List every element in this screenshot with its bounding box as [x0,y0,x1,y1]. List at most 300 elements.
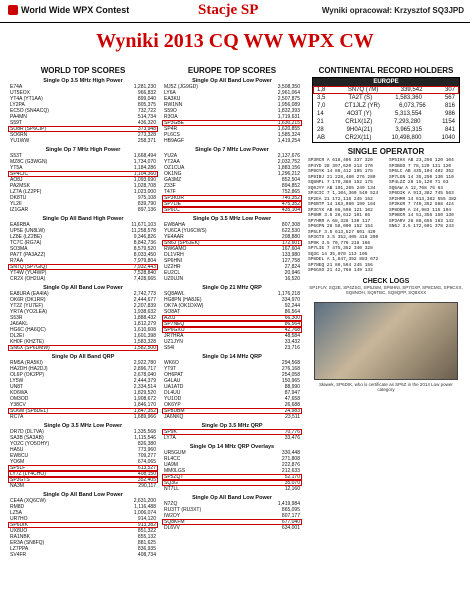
score: 1,610,608 [133,327,156,333]
photo-caption: Sławek, SP6DIK, who is certificate as SP6Z in the 2014 Low power category [319,381,453,392]
callsign: TC7C (RG7A) [10,240,42,246]
top-bar [0,0,470,23]
score: 33,476 [284,435,300,441]
score: 807,308 [281,222,300,228]
score: 1,832,393 [277,108,300,114]
world-top-scores-column [8,64,158,558]
callsign: Z33F [164,183,176,189]
score: 42,768 [284,327,300,333]
record-cell: 3,965,315 [395,127,423,133]
callsign: UA9M [164,462,178,468]
score: 805,375 [137,102,156,108]
score: 435,104 [281,207,300,213]
check-logs-title: CHECK LOGS [362,277,410,285]
callsign: KD6WA [10,390,28,396]
callsign: MM0LGS [164,468,186,474]
score: 1,888,432 [133,315,156,321]
callsign: LY5W [10,378,24,384]
score: 35,070 [284,480,300,486]
score: 2,207,839 [133,303,156,309]
callsign: UZ0UJN [164,276,184,282]
callsign: SP6GXO [164,327,185,333]
record-row [313,110,459,118]
callsign: AO8J [10,177,23,183]
score: 1,176,218 [277,291,300,297]
record-cell: 9H0A(21) [346,127,373,133]
record-row [313,134,459,142]
single-operator-row: SP3RCR A 618,405 337 320 [308,158,373,163]
callsign: SO8AT [164,309,181,315]
single-operator-row: SP8DBM A 24,983 115 104 [389,207,452,213]
callsign: SP3GTS [10,477,30,483]
record-cell: 339,542 [400,87,423,93]
score: 254,058 [281,372,300,378]
score: 852,504 [281,177,300,183]
page-title: Wyniki 2013 CQ WW WPX CW [96,30,374,52]
score: 88,990 [284,384,300,390]
callsign: CE4A (XQ6CW) [10,498,46,504]
score-row [8,207,158,213]
callsign: PL6CS [164,132,180,138]
score: 2,137,676 [277,153,300,159]
callsign: YT2Z (YU7EF) [10,303,44,309]
score: 881,625 [137,540,156,546]
score: 212,633 [281,468,300,474]
score: 7,528,840 [133,270,156,276]
record-row [313,94,459,102]
single-operator-row: SQ9JYY AB 101,205 249 134 [308,185,376,191]
callsign: IZ1GAR [10,207,29,213]
score: 2,444,677 [133,297,156,303]
callsign: NT7LL [164,486,180,492]
callsign: S54I [164,345,175,351]
callsign: S53T [10,153,22,159]
callsign: YU1WW [10,138,30,144]
score: 373,948 [137,126,156,132]
category-title: Single Op All Band Low Power [192,495,272,501]
score: 86,564 [284,321,300,327]
score-row [8,483,158,489]
score: 271,808 [281,456,300,462]
score-row [162,207,302,213]
callsign: NA3M [10,483,24,489]
callsign: LZ7PPA [10,546,29,552]
score: 514,734 [137,114,156,120]
callsign: A20J [164,315,176,321]
europe-top-scores-column [162,64,302,531]
score: 1,335,568 [133,429,156,435]
callsign: DL4UU [164,390,181,396]
record-row [313,86,459,94]
score: 1,847,352 [133,408,156,414]
score: 334,970 [281,297,300,303]
callsign: UA1ATD [164,384,184,390]
callsign: RW6AMO [164,246,187,252]
record-cell: 816 [444,103,455,109]
score: 92,244 [284,303,300,309]
record-cell: CR2X(11) [345,135,372,141]
score-row [162,345,302,351]
callsign: HB9AGF [164,138,185,144]
score: 8,842,736 [133,240,156,246]
callsign: SP4CIC [10,171,29,177]
score: 807,177 [281,513,300,519]
score: 7,428,665 [133,276,156,282]
record-row [313,126,459,134]
record-cell: 28 [317,127,324,133]
score: 836,935 [137,546,156,552]
callsign: OL6P (OK2PP) [10,372,45,378]
score: 70,776 [284,429,300,435]
callsign: ER3A (SN8FQ) [10,540,45,546]
callsign: S53R [10,315,23,321]
single-operator-row: SP7NEQ 21 86,564 245 156 [308,262,373,268]
score-row [8,138,158,144]
callsign: LY2PA [10,102,25,108]
single-operator-row: SP6GPN 28 58,000 152 154 [308,224,373,229]
score-row [8,552,158,558]
callsign: PA4MN [10,114,27,120]
score: 740,352 [281,195,300,201]
record-cell: 5,313,554 [394,111,422,117]
record-cell: CR1X(1Z) [345,119,373,125]
callsign: OM3OD [10,396,29,402]
score: 8,579,520 [133,246,156,252]
callsign: RA1NBK [10,534,31,540]
callsign: LY7A [164,435,176,441]
wpx-logo-icon [8,5,18,15]
single-operator-row: SP9K 3.5 70,776 218 166 [308,240,371,246]
score: 1,883,156 [277,165,300,171]
callsign: RC7A [10,414,24,420]
score: 16,520 [284,276,300,282]
single-operator-row: SP5IHX AB 23,256 120 104 [389,158,454,163]
score: 1,812,279 [133,321,156,327]
callsign: OK6R (OK1RR) [10,297,46,303]
callsign: SN6J (SP6JEK) [164,240,200,246]
score: 1,956,089 [277,102,300,108]
callsign: R3OA [164,114,178,120]
single-operator-row: SQ3G 14 35,070 113 105 [308,251,368,257]
single-operator-row: SP8DEL A 1,847,352 883 672 [308,257,379,262]
score: 2,896,717 [133,366,156,372]
callsign: YU1OD [164,396,182,402]
brand-text: World Wide WPX Contest [21,5,130,15]
score: 1,585,324 [277,132,300,138]
score-row [8,345,158,351]
single-operator-row: SP6LC AB 435,104 402 352 [389,169,454,174]
score: 613,527 [137,465,156,471]
single-operator-row: SN6J 3.5 172,601 378 243 [389,224,454,229]
score: 408,734 [137,552,156,558]
check-logs-list: SP1FUY, SQ2E, SP4ZSG, SP5JSM, SP6HNI, SP7GXP, SP8CMG, SP9CXX, SQ8NOH, SQ9TBC, SQ9QPP, SQ8XXX [309,284,463,295]
score: 851,322 [137,528,156,534]
category-title: Single Op 3.5 MHz Low Power [43,423,123,429]
record-cell: 1,583,360 [395,95,422,101]
record-cell: 7,293,280 [393,119,421,125]
single-operator-row: SP4YD 28 397,620 213 170 [308,163,373,169]
records-subtitle: EUROPE [313,78,459,86]
score: 24,983 [284,408,300,414]
score: 1,184,286 [133,165,156,171]
score: 677,040 [281,519,300,525]
score: 7,979,804 [133,258,156,264]
record-cell: 841 [444,127,455,133]
category-title: Single Op 3.5 MHz Low Power [192,216,272,222]
score-row [162,138,302,144]
score-row [8,276,158,282]
callsign: EA8URA (EA4IA) [10,291,49,297]
score: 23,511 [285,414,300,420]
score: 1,296,212 [277,171,300,177]
score: 914,120 [137,516,156,522]
callsign: YT9T [164,366,177,372]
score: 87,947 [284,390,300,396]
single-operator-row: SP6DIK A 913,382 745 563 [389,191,454,196]
score: 7,932,443 [133,264,156,270]
callsign: JA6NKQ [164,414,184,420]
score: 913,382 [137,522,156,528]
score: 2,507,875 [277,96,300,102]
callsign: EU2CL [164,270,181,276]
callsign: EA6RBA [10,222,30,228]
callsign: SO8R (SP6CIP) [10,126,47,132]
callsign: DL6VV [164,525,180,531]
category-title: Single Op All Band Low Power [192,78,272,84]
score: 2,922,780 [133,360,156,366]
score: 127,758 [281,258,300,264]
category-title: Single Op All Band Low Power [43,285,123,291]
callsign: UZ1JYN [164,339,183,345]
callsign: S59O [164,108,177,114]
callsign: S59T [10,120,22,126]
callsign: SP7LIE [164,201,181,207]
score: 12,160 [284,486,300,492]
callsign: UR7HO [10,516,28,522]
single-operator-row: SP6GXO 21 42,768 149 132 [308,268,373,273]
score: 330,448 [281,450,300,456]
score: 1,630,215 [277,120,300,126]
callsign: SQ8AWL [164,291,185,297]
callsign: SP6DIK [10,522,28,528]
callsign: YT4A (YT1AA) [10,96,43,102]
single-operator-row: SP2HMR 14 613,382 555 382 [389,196,457,202]
callsign: LZ5A [10,510,22,516]
single-operator-row: SP2EA 21 172,116 245 152 [308,196,373,202]
score-row [162,276,302,282]
header-author: Wyniki opracował: Krzysztof SQ3JPD [321,6,464,15]
score: 8,033,450 [133,252,156,258]
score-row [162,525,302,531]
continental-records-table [312,77,460,143]
category-title: Single Op All Band Low Power [43,492,123,498]
callsign: SP6HNI [164,258,183,264]
score: 1,829,520 [133,390,156,396]
callsign: SP9K [164,429,177,435]
callsign: SN6X (SP6DMW) [10,345,50,351]
contest-brand [8,5,129,15]
score: 20,946 [284,270,300,276]
score: 436,320 [137,120,156,126]
record-cell: 986 [444,111,455,117]
callsign: OK7A (OK1DXW) [164,303,204,309]
single-operator-row: SP7LIE 7 475,352 340 328 [308,246,373,251]
score: 294,568 [281,360,300,366]
score-row [162,435,302,441]
score: 1,006,074 [133,510,156,516]
score: 1,582,500 [133,345,156,351]
score: 773,960 [137,447,156,453]
single-operator-left [308,158,383,274]
callsign: HG6C (HA6QC) [10,327,46,333]
callsign: EA3KU [164,96,181,102]
score: 33,432 [284,339,300,345]
score: 839,790 [137,201,156,207]
callsign: UZ2HR [164,264,181,270]
category-title: Single Op 3.5 MHz QRP [201,423,263,429]
score: 975,108 [137,195,156,201]
score: 709,277 [137,453,156,459]
single-operator-row: SP8GYK 14 86,412 195 175 [308,169,373,174]
callsign: KH0F (KHZTE) [10,339,44,345]
score-row [162,486,302,492]
record-row [313,102,459,110]
score: 26,688 [284,402,300,408]
score: 1,419,984 [277,501,300,507]
record-cell: TA2T (S) [348,95,373,101]
score: 1,938,632 [133,309,156,315]
callsign: SP6LC [164,207,180,213]
callsign: IW2OY [164,513,181,519]
callsign: YT2AA [164,159,180,165]
callsign: RM8D [10,504,25,510]
single-operator-row: SP3CYX AB 68,598 121 102 [308,207,373,213]
single-operator-row: SP4CIC 7 1,104,360 540 524 [308,191,379,196]
score: 273,328 [137,132,156,138]
score: 1,908,672 [133,396,156,402]
callsign: SO6M (SP8DEL) [10,408,49,414]
single-operator-row: SP4LZZ 28 15,120 71 63 [389,180,449,185]
callsign: SP4R [164,126,178,132]
score: 2,032,752 [277,159,300,165]
score: 2,444,379 [133,378,156,384]
records-title: CONTINENTAL RECORD HOLDERS [318,66,454,75]
score-row [8,414,158,420]
callsign: EW8AHA [164,222,186,228]
records-column [308,64,464,392]
callsign: RL4CC [164,456,181,462]
callsign: DR7D (DL7VA) [10,429,44,435]
callsign: HG8PN (HA8JE) [164,297,202,303]
callsign: UN8T [10,384,24,390]
category-title: Single Op 7 MHz Low Power [195,147,269,153]
single-operator-row: SP9BCR 14 51,356 150 130 [389,213,454,218]
callsign: YO2C (YO5OHY) [10,441,50,447]
callsign: YL2II [10,201,22,207]
callsign: HA5U [10,447,24,453]
callsign: YR7A (YO2LEA) [10,309,47,315]
callsign: SO6RN [10,132,28,138]
callsign: HA2DH (HA2DJ) [10,366,48,372]
single-operator-row: SP7HRR A 68,328 130 117 [308,218,371,224]
score: 1,583,328 [133,339,156,345]
single-operator-row: SP3GTS 3.5 352,405 416 290 [308,235,379,240]
world-sections [8,78,158,558]
category-title: Single Op 7 MHz High Power [45,147,121,153]
score: 899,040 [137,96,156,102]
callsign: LZ8E (LZ2BE) [10,234,42,240]
callsign: UR5GUM [164,450,186,456]
callsign: UX8UO [10,528,28,534]
score: 2,742,773 [133,291,156,297]
callsign: OK6YP [164,402,181,408]
callsign: PA7T (PA3AZZ) [10,252,46,258]
score: 66,300 [284,315,300,321]
callsign: WK6O [164,360,179,366]
score: 11,671,103 [131,222,156,228]
score: 622,530 [281,228,300,234]
record-cell: 1,8 [317,87,326,93]
callsign: LZ7A (LZ2PF) [10,189,42,195]
single-operator-row: SP9IBJ 21 228,480 276 280 [308,174,376,180]
score: 1,689,966 [133,414,156,420]
callsign: MZ8C (G3WGN) [10,159,48,165]
callsign: YT4W (YU4WP) [10,270,47,276]
callsign: DK8TU [10,195,27,201]
score: 2,961,064 [277,90,300,96]
score: 290,117 [138,483,156,489]
single-operator-row: SP3KUR 7 740,352 568 424 [389,202,454,207]
europe-sections [162,78,302,531]
record-cell: AB [317,135,326,141]
callsign: R7AA [10,258,24,264]
single-operator-row: SP8NR 3.5 28,612 101 86 [308,213,371,218]
callsign: EW8CU [10,453,29,459]
score: 52,170 [284,474,300,480]
score: 86,564 [284,309,300,315]
callsign: SP8DBM [164,408,185,414]
callsign: RM5A (RA5KI) [10,360,43,366]
category-title: Single Op 14 MHz QRP Overlays [189,444,275,450]
callsign: DL2EI [10,333,24,339]
score: 3,508,350 [277,84,300,90]
score: 172,601 [281,240,300,246]
callsign: SP3GBE [164,120,185,126]
score: 1,846,170 [133,402,156,408]
callsign: SP7NEQ [164,321,185,327]
callsign: N7ZQ [164,501,178,507]
score: 352,405 [137,477,156,483]
callsign: SQ3G [164,480,178,486]
callsign: SV4FR [10,552,27,558]
single-operator-row: SP3BGD 7 78,120 131 120 [389,163,452,169]
callsign: E74A [10,84,23,90]
score: 826,380 [137,441,156,447]
score-row [162,414,302,420]
record-cell: 10,498,800 [391,135,422,141]
record-cell: 567 [444,95,455,101]
score: 1,116,488 [134,504,156,510]
record-cell: SN7Q (7M) [347,87,379,93]
score: 855,132 [137,534,156,540]
score: 1,419,254 [277,138,300,144]
single-operator-right [389,158,464,274]
single-operator-row: SP3ARV 28 88,655 163 142 [389,218,454,224]
score: 48,584 [284,333,300,339]
score: 2,678,040 [133,372,156,378]
callsign: T47F [164,189,176,195]
single-operator-row: SP7LGN 14 35,250 130 110 [389,174,454,180]
